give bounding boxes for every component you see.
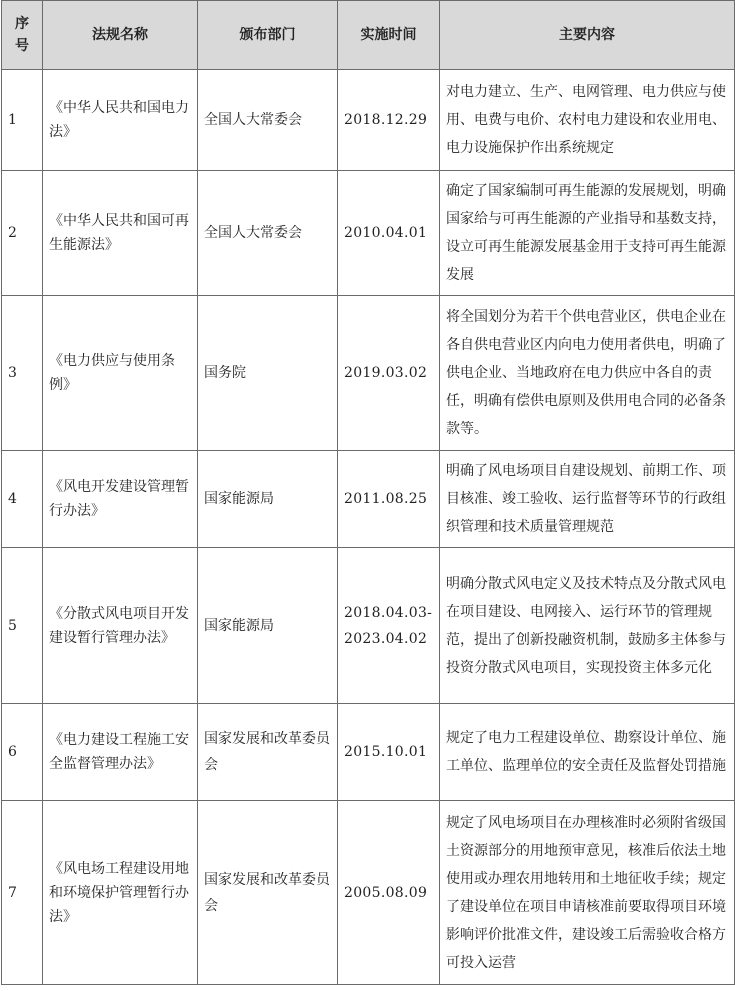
row-date [338,171,440,296]
header-no-line2: 号 [15,38,29,54]
row-no: 5 [2,548,43,704]
row-dept: 国务院 [198,296,338,451]
table-row [2,704,735,801]
table-row [2,296,735,451]
row-dept: 国家发展和改革委员会 [198,801,338,985]
row-no: 3 [2,296,43,451]
row-content: 明确了风电场项目自建设规划、前期工作、项目核准、竣工验收、运行监督等环节的行政组织管理和技术质量管理规范 [440,451,735,548]
row-date [338,296,440,451]
header-name: 法规名称 [43,1,198,70]
row-date [338,70,440,171]
table-row [2,801,735,985]
row-date-line: 2019.03.02 [344,365,428,381]
row-content: 将全国划分为若干个供电营业区，供电企业在各自供电营业区内向电力使用者供电，明确了供电企业、当地政府在电力供应中各自的责任，明确有偿供电原则及供用电合同的必备条款等。 [440,296,735,451]
row-name: 《风电开发建设管理暂行办法》 [43,451,198,548]
regulations-table [1,0,735,985]
header-no-line1: 序 [15,16,29,32]
row-name: 《电力供应与使用条例》 [43,296,198,451]
row-dept: 全国人大常委会 [198,70,338,171]
header-no [2,1,43,70]
table-header-row [2,1,735,70]
row-date-line: 2015.10.01 [344,744,428,760]
row-date-line: 2018.04.03- [344,604,433,621]
row-no: 1 [2,70,43,171]
row-content: 规定了电力工程建设单位、勘察设计单位、施工单位、监理单位的安全责任及监督处罚措施 [440,704,735,801]
row-name: 《分散式风电项目开发建设暂行管理办法》 [43,548,198,704]
table-row [2,451,735,548]
row-no: 6 [2,704,43,801]
table-row [2,70,735,171]
row-dept: 国家能源局 [198,548,338,704]
header-dept: 颁布部门 [198,1,338,70]
row-date-line: 2010.04.01 [344,225,428,241]
table-row [2,548,735,704]
row-name: 《中华人民共和国可再生能源法》 [43,171,198,296]
row-name: 《风电场工程建设用地和环境保护管理暂行办法》 [43,801,198,985]
row-date-line: 2005.08.09 [344,884,428,901]
row-date-line: 2018.12.29 [344,112,428,128]
row-content: 规定了风电场项目在办理核准时必须附省级国土资源部分的用地预审意见，核准后依法土地使用或办理农用地转用和土地征收手续；规定了建设单位在项目申请核准前要取得项目环境影响评价批准文件，建设竣工后需验收合格方可投入运营 [440,801,735,985]
row-name: 《中华人民共和国电力法》 [43,70,198,171]
row-no: 4 [2,451,43,548]
row-content: 确定了国家编制可再生能源的发展规划，明确国家给与可再生能源的产业指导和基数支持，设立可再生能源发展基金用于支持可再生能源发展 [440,171,735,296]
row-content: 明确分散式风电定义及技术特点及分散式风电在项目建设、电网接入、运行环节的管理规范，提出了创新投融资机制，鼓励多主体参与投资分散式风电项目，实现投资主体多元化 [440,548,735,704]
row-dept: 全国人大常委会 [198,171,338,296]
row-date [338,548,440,704]
table-row [2,171,735,296]
row-date-line: 2023.04.02 [344,630,428,647]
row-date [338,704,440,801]
row-content: 对电力建立、生产、电网管理、电力供应与使用、电费与电价、农村电力建设和农业用电、电力设施保护作出系统规定 [440,70,735,171]
row-no: 7 [2,801,43,985]
row-date [338,451,440,548]
row-date-line: 2011.08.25 [344,491,428,507]
row-date [338,801,440,985]
header-content: 主要内容 [440,1,735,70]
row-name: 《电力建设工程施工安全监督管理办法》 [43,704,198,801]
header-date: 实施时间 [338,1,440,70]
row-dept: 国家发展和改革委员会 [198,704,338,801]
row-dept: 国家能源局 [198,451,338,548]
row-no: 2 [2,171,43,296]
